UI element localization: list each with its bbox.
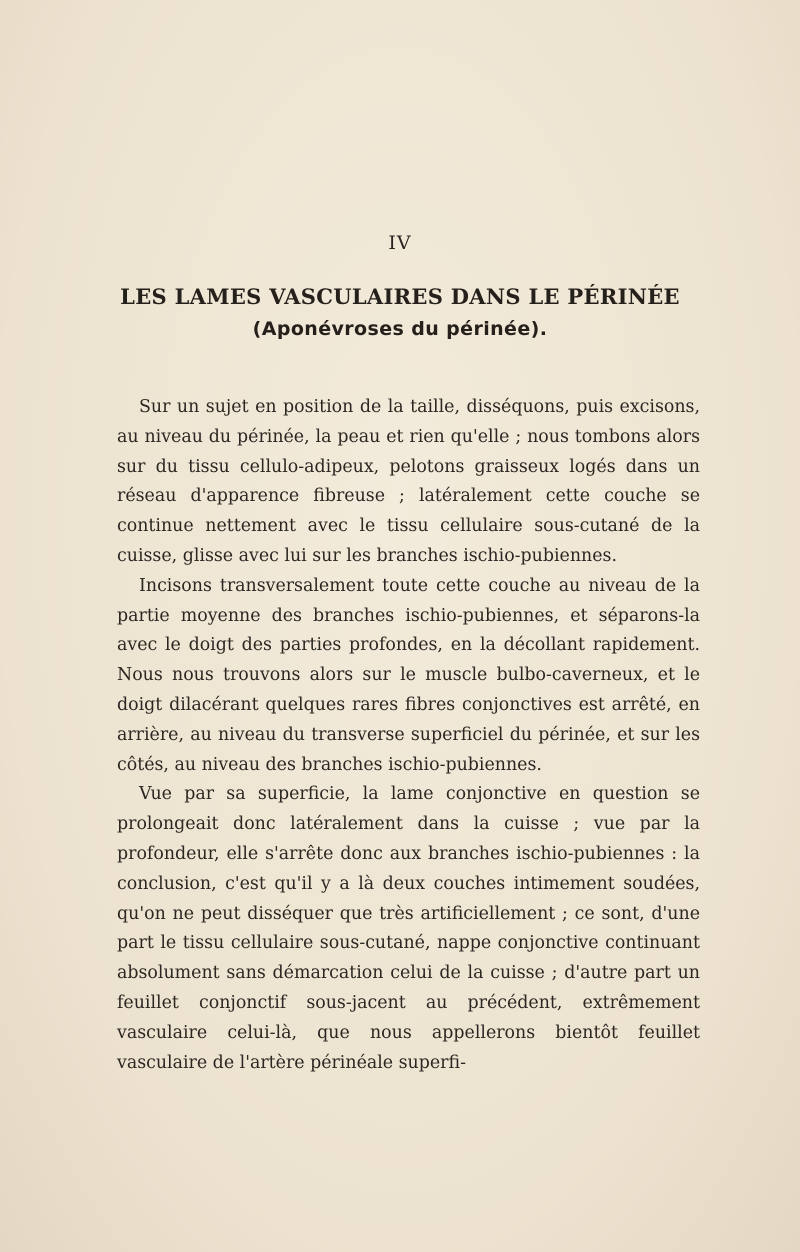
paragraph: Vue par sa superficie, la lame conjonctive en question se prolongeait donc latéralement dans la cuisse ; vue par la profondeur, elle s'arrête donc aux branches ischio-pubiennes : la conclusion, c'est qu'il y a là deux couches intimement soudées, qu'on ne peut disséquer que très artificiellement ; ce sont, d'une part le tissu cellulaire sous-cutané, nappe conjonctive continuant absolument sans démarcation celui de la cuisse ; d'autre part un feuillet conjonctif sous-jacent au précédent, extrêmement vasculaire celui-là, que nous appellerons bientôt feuillet vasculaire de l'artère périnéale superfi- bbox=[117, 784, 700, 1073]
chapter-subtitle: (Aponévroses du périnée). bbox=[252, 318, 548, 340]
paragraph: Sur un sujet en position de la taille, disséquons, puis excisons, au niveau du périnée, la peau et rien qu'elle ; nous tombons alors sur du tissu cellulo-adipeux, pelotons graisseux logés dans un réseau d'apparence fibreuse ; latéralement cette couche se continue nettement avec le tissu cellulaire sous-cutané de la cuisse, glisse avec lui sur les branches ischio-pubiennes. bbox=[117, 397, 700, 566]
chapter-title: LES LAMES VASCULAIRES DANS LE PÉRINÉE bbox=[120, 284, 680, 309]
chapter-number: IV bbox=[388, 232, 412, 254]
body-text bbox=[117, 393, 700, 1078]
paragraph: Incisons transversalement toute cette couche au niveau de la partie moyenne des branches ischio-pubiennes, et séparons-la avec le doigt des parties profondes, en la décollant rapidement. Nous nous trouvons alors sur le muscle bulbo-caverneux, et le doigt dilacérant quelques rares fibres conjonctives est arrêté, en arrière, au niveau du transverse superficiel du périnée, et sur les côtés, au niveau des branches ischio-pubiennes. bbox=[117, 575, 700, 775]
